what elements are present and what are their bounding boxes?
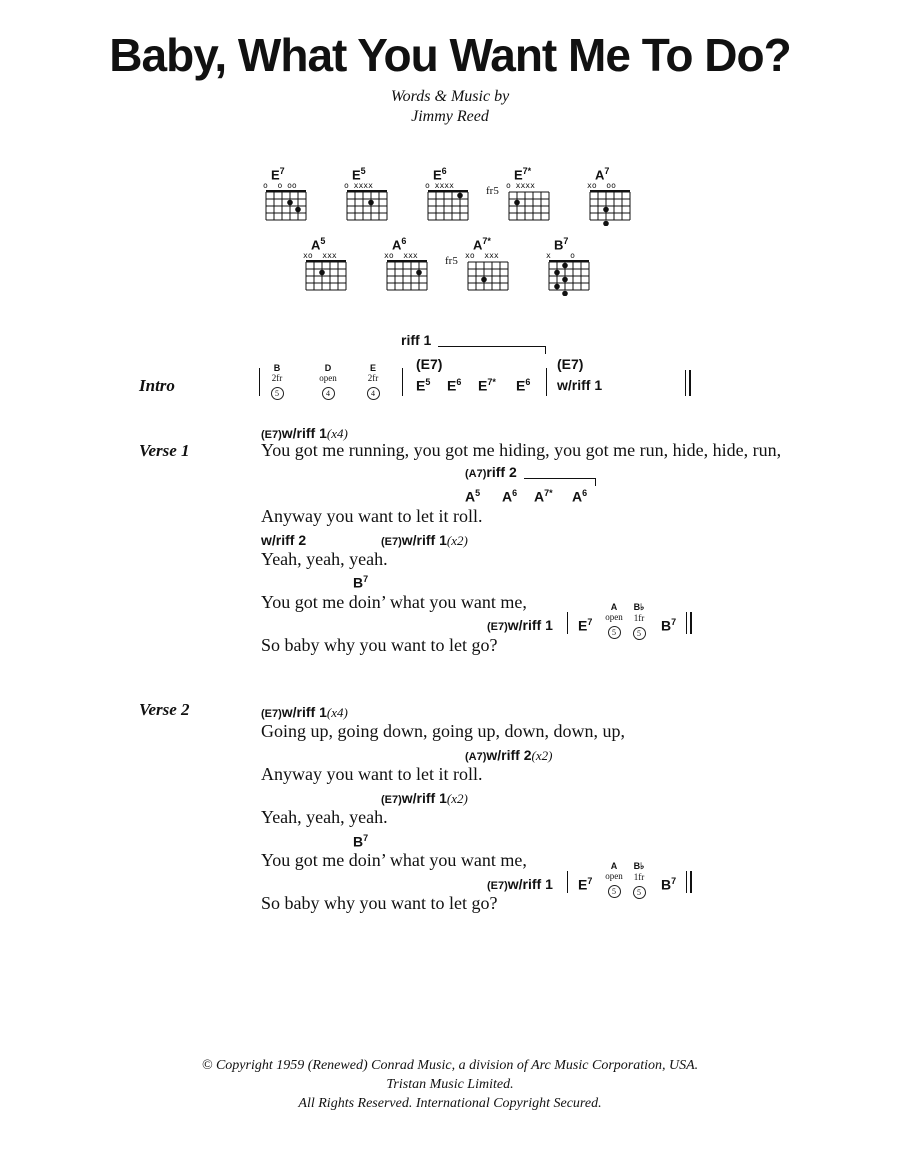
chord-root: A [392,237,402,253]
chord-diagram-name [433,166,447,182]
section-label-intro: Intro [139,376,175,395]
v2-lyric-2: Anyway you want to let it roll. [261,764,483,784]
chord-root: A [595,167,605,183]
chord-root: A [465,488,476,505]
chord-small: (E7) [487,880,508,892]
fretboard-grid [467,260,513,296]
intro-w-riff1: w/riff 1 [557,377,603,393]
chord-main: w/riff 1 [507,876,553,892]
chord-diagram-2 [344,166,394,228]
chord-diagram-name [392,236,406,252]
riff1-label: riff 1 [401,332,432,348]
chord-root: E [352,167,361,183]
v1-lyric-2: Anyway you want to let it roll. [261,506,483,526]
v2-chord-2 [465,747,552,765]
chord-main: w/riff 1 [401,790,447,806]
intro-note-b [268,363,286,401]
string-number: 5 [608,626,621,639]
chord-diagram-name [473,236,491,252]
chord-main: w/riff 1 [281,704,327,720]
note-pos: open [605,871,623,881]
riff2-bracket-end [595,478,596,486]
v2-note-bflat [629,861,649,900]
v2-e7 [578,876,592,893]
intro-chord-e6 [447,377,461,394]
v1-b7b [661,617,676,634]
string-number: 5 [608,885,621,898]
string-number: 4 [322,387,335,400]
v1-end-bar-2 [690,612,692,634]
chord-root: B [661,617,672,634]
repeat-count: (x2) [531,748,553,763]
note-name: B♭ [633,602,645,612]
chord-small: (E7) [381,794,402,806]
chord-root: A [473,237,483,253]
chord-ext: 5 [425,377,431,387]
chord-ext: 7* [544,488,553,498]
chord-ext: 6 [456,377,462,387]
fretboard-grid [427,190,473,226]
intro-barline [402,368,403,396]
v2-lyric-3: Yeah, yeah, yeah. [261,807,388,827]
v1-a6b [572,488,587,505]
chord-root: A [572,488,583,505]
chord-ext: 6 [441,166,447,176]
chord-root: E [271,167,280,183]
finger-dot [287,200,293,206]
intro-note-e [364,363,382,401]
fretboard-grid [508,190,554,226]
finger-dot [481,277,487,283]
string-markers: o o oo [263,181,297,190]
chord-root: B [353,833,364,850]
chord-ext: 7 [604,166,610,176]
chord-diagram-name [514,166,531,182]
intro-e7-a: (E7) [416,356,443,372]
intro-chord-e6b [516,377,530,394]
note-name: B♭ [633,861,645,871]
string-markers: o xxxx [344,181,373,190]
chord-ext: 5 [360,166,366,176]
chord-root: E [478,377,488,394]
finger-dot [457,193,463,199]
note-name: A [610,602,618,612]
chord-main: riff 2 [486,464,517,480]
note-pos: 1fr [633,613,645,623]
note-name: E [369,363,376,373]
chord-small: (E7) [381,536,402,548]
v1-e7 [578,617,592,634]
string-number: 5 [271,387,284,400]
string-markers: xo oo [587,181,616,190]
string-markers: xo xxx [303,251,337,260]
chord-root: B [353,574,364,591]
chord-diagram-name [595,166,609,182]
string-markers: x o [546,251,575,260]
fretboard-grid [305,260,351,296]
v2-b7b [661,876,676,893]
v1-riff2-label [465,464,517,482]
note-name: B [273,363,281,373]
chord-ext: 7 [363,574,369,584]
v2-note-a [602,861,626,899]
chord-ext: 5 [475,488,481,498]
chord-diagram-3 [425,166,475,228]
chord-root: E [433,167,442,183]
chord-ext: 7* [487,377,496,387]
note-pos: 1fr [633,872,645,882]
riff1-bracket [438,346,546,347]
chord-ext: 7 [587,617,593,627]
v2-end-bar-2 [690,871,692,893]
chord-ext: 6 [401,236,407,246]
repeat-count: (x4) [326,426,348,441]
chord-root: A [502,488,513,505]
finger-dot [603,221,609,226]
chord-ext: 6 [512,488,518,498]
credit-composer: Jimmy Reed [411,108,489,125]
note-pos: open [319,373,337,383]
finger-dot [562,291,568,296]
credit-line-1: Words & Music by [390,88,510,105]
chord-root: A [534,488,545,505]
intro-end-bar-1 [685,370,686,396]
string-markers: o xxxx [506,181,535,190]
chord-diagram-name [271,166,285,182]
section-label-verse1: Verse 1 [139,441,190,460]
intro-chord-e7star [478,377,496,394]
intro-chord-e5 [416,377,430,394]
v1-chord-3 [381,532,468,550]
chord-small: (E7) [487,621,508,633]
chord-ext: 7 [587,876,593,886]
note-name: A [610,861,618,871]
string-markers: xo xxx [384,251,418,260]
v2-b7 [353,833,368,850]
v1-lyric-1: You got me running, you got me hiding, you got me run, hide, hide, run, [261,440,782,460]
chord-ext: 7 [671,617,677,627]
intro-end-bar-2 [689,370,691,396]
finger-dot [319,270,325,276]
v2-chord-5 [487,876,553,894]
chord-root: E [416,377,426,394]
finger-dot [514,200,520,206]
repeat-count: (x2) [446,791,468,806]
chord-diagram-4 [486,166,556,228]
note-pos: open [605,612,623,622]
v1-barline [567,612,568,634]
copyright-line-1: © Copyright 1959 (Renewed) Conrad Music, a division of Arc Music Corporation, USA. [201,1058,699,1073]
v1-note-bflat [629,602,649,641]
finger-dot [416,270,422,276]
note-name: D [324,363,332,373]
v1-end-bar-1 [686,612,687,634]
finger-dot [562,263,568,269]
v2-chord-1 [261,704,348,722]
finger-dot [603,207,609,213]
chord-diagram-5 [587,166,637,228]
finger-dot [368,200,374,206]
riff1-bracket-end [545,346,546,354]
v1-w-riff2: w/riff 2 [261,532,307,548]
copyright-line-2: Tristan Music Limited. [386,1077,514,1092]
chord-ext: 7 [363,833,369,843]
v2-lyric-1: Going up, going down, going up, down, down, up, [261,721,625,741]
fretboard-grid [265,190,311,226]
chord-ext: 6 [582,488,588,498]
repeat-count: (x2) [446,533,468,548]
chord-main: w/riff 1 [281,425,327,441]
chord-root: B [554,237,564,253]
finger-dot [554,270,560,276]
note-pos: 2fr [367,373,379,383]
chord-ext: 7* [522,166,532,176]
v1-note-a [602,602,626,640]
intro-e7-b: (E7) [557,356,584,372]
chord-ext: 7 [563,236,569,246]
intro-barline-2 [546,368,547,396]
v1-a6 [502,488,517,505]
v1-lyric-3: Yeah, yeah, yeah. [261,549,388,569]
v1-chord-5 [487,617,553,635]
chord-ext: 6 [525,377,531,387]
chord-root: E [578,876,588,893]
string-markers: o xxxx [425,181,454,190]
fretboard-grid [386,260,432,296]
chord-diagram-name [311,236,325,252]
v1-lyric-4: You got me doin’ what you want me, [261,592,527,612]
chord-root: A [311,237,321,253]
finger-dot [295,207,301,213]
chord-main: w/riff 1 [507,617,553,633]
chord-small: (A7) [465,751,487,763]
chord-root: E [578,617,588,634]
fretboard-grid [346,190,392,226]
chord-diagram-6 [303,236,353,298]
repeat-count: (x4) [326,705,348,720]
chord-root: E [447,377,457,394]
v2-barline [567,871,568,893]
v2-lyric-5: So baby why you want to let go? [261,893,498,913]
v1-a5 [465,488,480,505]
chord-diagram-1 [263,166,313,228]
string-number: 5 [633,627,646,640]
chord-diagram-name [352,166,366,182]
chord-ext: 7 [671,876,677,886]
chord-main: w/riff 1 [401,532,447,548]
finger-dot [554,284,560,290]
chord-root: E [514,167,523,183]
chord-diagram-name [554,236,568,252]
copyright-line-3: All Rights Reserved. International Copyright Secured. [298,1096,602,1111]
v2-end-bar-1 [686,871,687,893]
chord-diagram-7 [384,236,434,298]
intro-barline-start [259,368,260,396]
song-title: Baby, What You Want Me To Do? [109,29,791,81]
chord-root: B [661,876,672,893]
v2-chord-3 [381,790,468,808]
string-number: 5 [633,886,646,899]
v1-b7 [353,574,368,591]
chord-ext: 7 [279,166,285,176]
riff2-bracket [524,478,596,479]
string-number: 4 [367,387,380,400]
intro-note-d [316,363,340,401]
chord-diagram-8 [445,236,515,298]
v2-lyric-4: You got me doin’ what you want me, [261,850,527,870]
fretboard-grid [589,190,635,226]
note-pos: 2fr [271,373,283,383]
fretboard-grid [548,260,594,296]
fret-position: fr5 [486,185,499,197]
chord-root: E [516,377,526,394]
string-markers: xo xxx [465,251,499,260]
section-label-verse2: Verse 2 [139,700,190,719]
chord-small: (A7) [465,468,487,480]
chord-ext: 7* [482,236,491,246]
finger-dot [562,277,568,283]
fret-position: fr5 [445,255,458,267]
chord-small: (E7) [261,708,282,720]
v1-a7star [534,488,553,505]
chord-diagram-9 [546,236,596,298]
chord-small: (E7) [261,429,282,441]
chord-main: w/riff 2 [486,747,532,763]
chord-ext: 5 [320,236,326,246]
v1-lyric-5: So baby why you want to let go? [261,635,498,655]
